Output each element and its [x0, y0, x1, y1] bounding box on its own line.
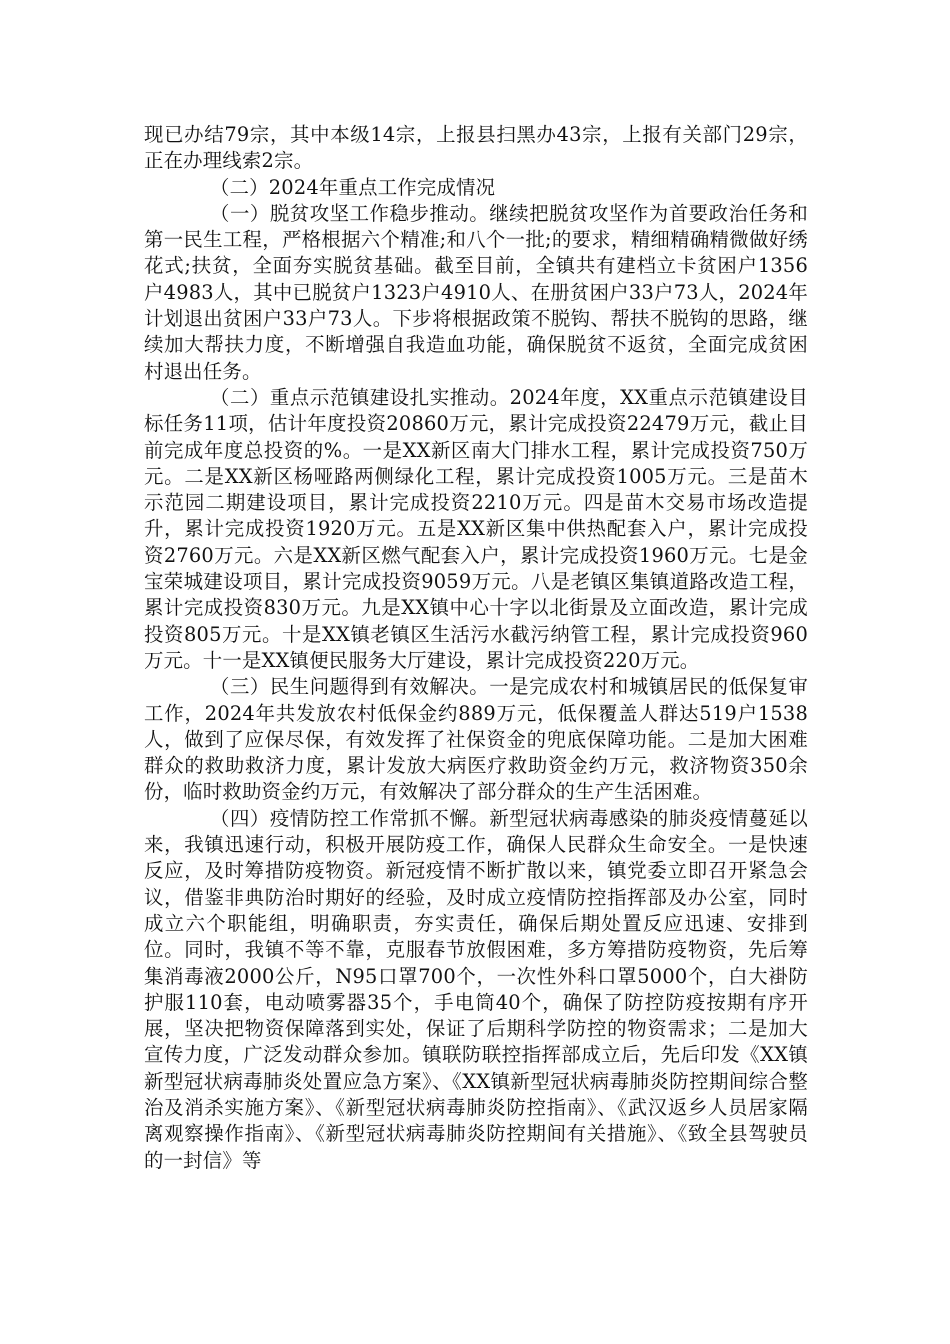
paragraph-demonstration-town: （二）重点示范镇建设扎实推动。2024年度，XX重点示范镇建设目标任务11项，估计年度投资20860万元，累计完成投资22479万元，截止目前完成年度总投资的%。一是XX新区南大门排水工程，累计完成投资750万元。二是XX新区杨哑路两侧绿化工程，累计完成投资1005万元。三是苗木示范园二期建设项目，累计完成投资2210万元。四是苗木交易市场改造提升，累计完成投资1920万元。五是XX新区集中供热配套入户，累计完成投资2760万元。六是XX新区燃气配套入户，累计完成投资1960万元。七是金宝荣城建设项目，累计完成投资9059万元。八是老镇区集镇道路改造工程，累计完成投资830万元。九是XX镇中心十字以北街景及立面改造，累计完成投资805万元。十是XX镇老镇区生活污水截污纳管工程，累计完成投资960万元。十一是XX镇便民服务大厅建设，累计完成投资220万元。	[144, 385, 808, 672]
paragraph-livelihood: （三）民生问题得到有效解决。一是完成农村和城镇居民的低保复审工作，2024年共发放农村低保金约889万元，低保覆盖人群达519户1538人，做到了应保尽保，有效发挥了社保资金的兜底保障功能。二是加大困难群众的救助救济力度，累计发放大病医疗救助资金约万元，救济物资350余份，临时救助资金约万元，有效解决了部分群众的生产生活困难。	[144, 675, 808, 804]
document-body	[144, 122, 808, 1174]
paragraph-epidemic-control: （四）疫情防控工作常抓不懈。新型冠状病毒感染的肺炎疫情蔓延以来，我镇迅速行动，积极开展防疫工作，确保人民群众生命安全。一是快速反应，及时筹措防疫物资。新冠疫情不断扩散以来，镇党委立即召开紧急会议，借鉴非典防治时期好的经验，及时成立疫情防控指挥部及办公室，同时成立六个职能组，明确职责，夯实责任，确保后期处置反应迅速、安排到位。同时，我镇不等不靠，克服春节放假困难，多方筹措防疫物资，先后筹集消毒液2000公斤，N95口罩700个，一次性外科口罩5000个，白大褂防护服110套，电动喷雾器35个，手电筒40个，确保了防控防疫按期有序开展，坚决把物资保障落到实处，保证了后期科学防控的物资需求；二是加大宣传力度，广泛发动群众参加。镇联防联控指挥部成立后，先后印发《XX镇新型冠状病毒肺炎处置应急方案》、《XX镇新型冠状病毒肺炎防控期间综合整治及消杀实施方案》、《新型冠状病毒肺炎防控指南》、《武汉返乡人员居家隔离观察操作指南》、《新型冠状病毒肺炎防控期间有关措施》、《致全县驾驶员的一封信》等	[144, 806, 808, 1172]
paragraph-poverty-alleviation: （一）脱贫攻坚工作稳步推动。继续把脱贫攻坚作为首要政治任务和第一民生工程，严格根据六个精准;和八个一批;的要求，精细精确精微做好绣花式;扶贫，全面夯实脱贫基础。截至目前，全镇共有建档立卡贫困户1356户4983人，其中已脱贫户1323户4910人、在册贫困户33户73人，2024年计划退出贫困户33户73人。下步将根据政策不脱钩、帮扶不脱钩的思路，继续加大帮扶力度，不断增强自我造血功能，确保脱贫不返贫，全面完成贫困村退出任务。	[144, 201, 808, 383]
paragraph-continuation: 现已办结79宗，其中本级14宗，上报县扫黑办43宗，上报有关部门29宗，正在办理线索2宗。	[144, 123, 808, 173]
section-heading: （二）2024年重点工作完成情况	[210, 175, 496, 199]
